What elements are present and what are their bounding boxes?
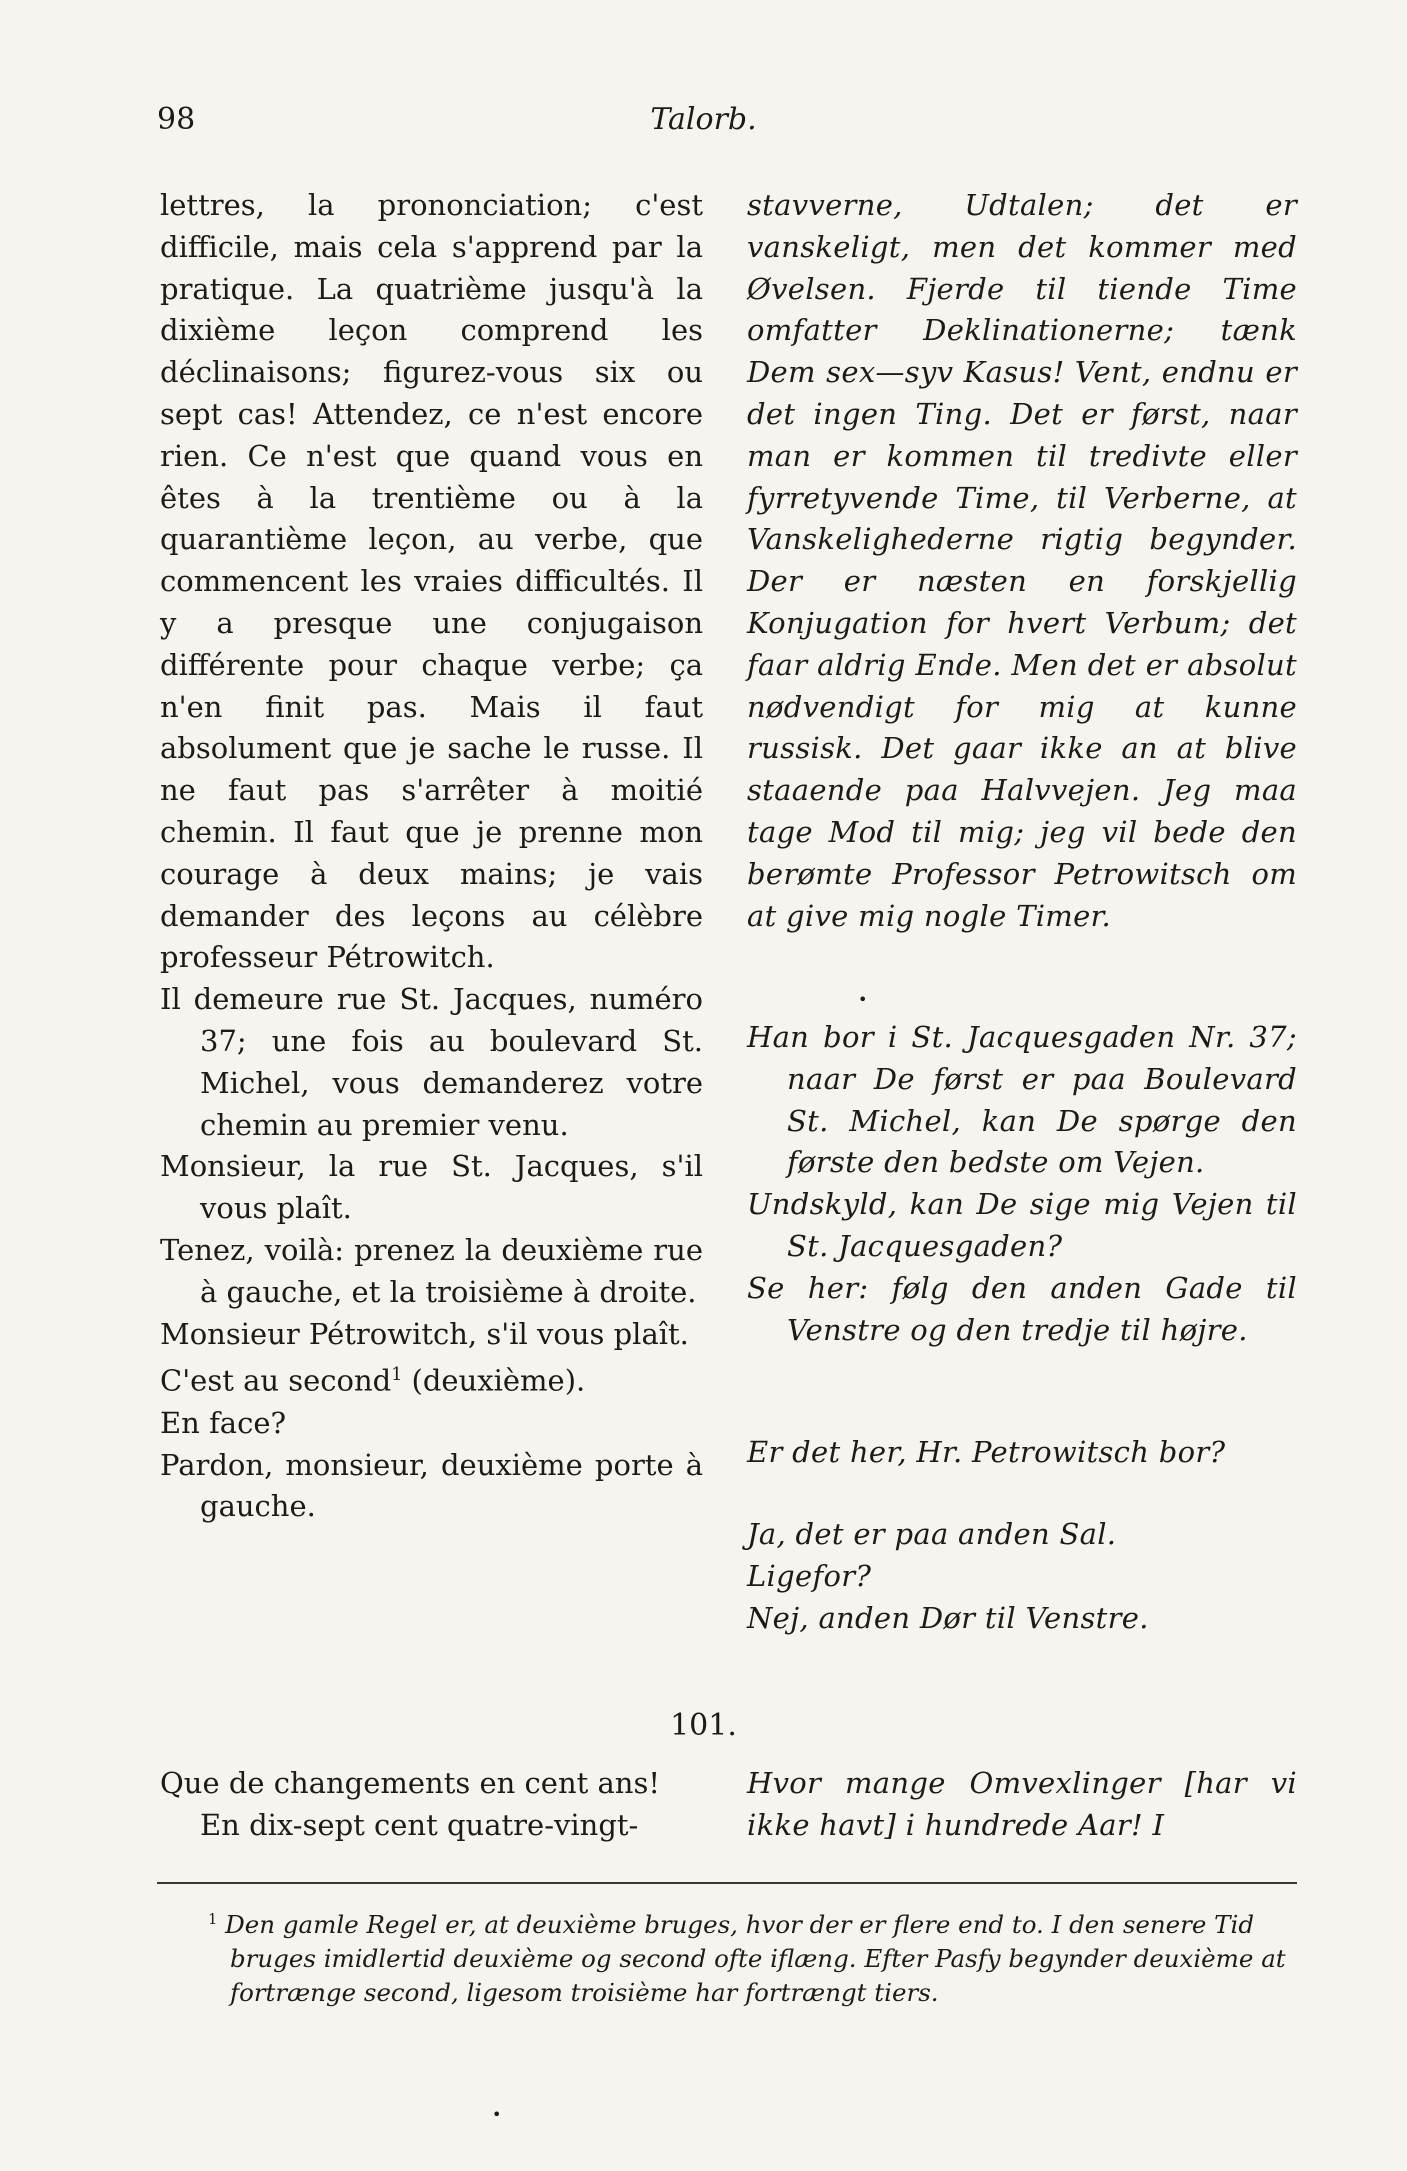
- danish-column-bottom: [747, 1763, 1297, 1847]
- danish-column: [747, 1017, 1297, 1351]
- danish-paragraph: Undskyld, kan De sige mig Vejen til St. Jacquesgaden?: [747, 1187, 1297, 1263]
- footnote-rule: [157, 1882, 1297, 1884]
- bullet-mark: •: [492, 2105, 502, 2124]
- footnote-text: Den gamle Regel er, at deuxième bruges, hvor der er flere end to. I den senere Tid bruges imidlertid deuxième og second ofte iflæng. Efter Pasfy begynder deuxième at fortrænge second, ligesom troisième har fortrængt tiers.: [225, 1910, 1286, 2008]
- french-paragraph: En dix-sept cent quatre-vingt-: [200, 1807, 639, 1842]
- french-column: [160, 185, 703, 1528]
- french-column-bottom: [160, 1763, 703, 1847]
- danish-paragraph: stavverne, Udtalen; det er vanskeligt, men det kommer med Øvelsen. Fjerde til tiende Time omfatter Deklinationerne; tænk Dem sex—syv Kasus! Vent, endnu er det ingen Ting. Det er først, naar man er kommen til tredivte eller fyrretyvende Time, til Verberne, at Vanskelighederne rigtig begynder. Der er næsten en forskjellig Konjugation for hvert Verbum; det faar aldrig Ende. Men det er absolut nødvendigt for mig at kunne russisk. Det gaar ikke an at blive staaende paa Halvvejen. Jeg maa tage Mod til mig; jeg vil bede den berømte Professor Petrowitsch om at give mig nogle Timer.: [747, 188, 1297, 933]
- french-paragraph: Monsieur Pétrowitch, s'il vous plaît.: [160, 1316, 689, 1351]
- bullet-mark: •: [858, 990, 868, 1009]
- french-paragraph: Monsieur, la rue St. Jacques, s'il vous plaît.: [160, 1149, 703, 1226]
- page-number: 98: [157, 102, 196, 137]
- french-paragraph: En face?: [160, 1405, 287, 1440]
- french-paragraph: Il demeure rue St. Jacques, numéro 37; une fois au boulevard St. Michel, vous demanderez votre chemin au premier venu.: [160, 982, 703, 1142]
- footnote: [208, 1903, 1295, 2010]
- danish-paragraph: Ligefor?: [747, 1558, 872, 1593]
- danish-paragraph: Hvor mange Omvexlinger [har vi ikke havt] i hundrede Aar! I: [747, 1766, 1297, 1842]
- danish-paragraph: Er det her, Hr. Petrowitsch bor?: [747, 1435, 1226, 1469]
- french-paragraph: lettres, la prononciation; c'est difficile, mais cela s'apprend par la pratique. La quatrième jusqu'à la dixième leçon comprend les déclinaisons; figurez-vous six ou sept cas! Attendez, ce n'est encore rien. Ce n'est que quand vous en êtes à la trentième ou à la quarantième leçon, au verbe, que commencent les vraies difficultés. Il y a presque une conjugaison différente pour chaque verbe; ça n'en finit pas. Mais il faut absolument que je sache le russe. Il ne faut pas s'arrêter à moitié chemin. Il faut que je prenne mon courage à deux mains; je vais demander des leçons au célèbre professeur Pétrowitch.: [160, 188, 703, 975]
- danish-column: [747, 1432, 1297, 1474]
- french-paragraph: C'est au second$^1$ (deuxième).: [160, 1363, 586, 1398]
- danish-paragraph: Ja, det er paa anden Sal.: [747, 1517, 1117, 1551]
- lesson-number: 101.: [670, 1708, 737, 1743]
- page-header: [157, 102, 1250, 142]
- footnote-marker: 1: [208, 1911, 218, 1928]
- danish-column: [747, 185, 1297, 937]
- danish-paragraph: Nej, anden Dør til Venstre.: [747, 1600, 1149, 1635]
- running-head: Talorb.: [650, 102, 757, 137]
- danish-column: [747, 1514, 1297, 1639]
- danish-paragraph: Se her: følg den anden Gade til Venstre og den tredje til højre.: [747, 1270, 1297, 1347]
- footnote-ref: 1: [391, 1365, 403, 1386]
- french-paragraph: Tenez, voilà: prenez la deuxième rue à gauche, et la troisième à droite.: [160, 1232, 703, 1309]
- french-paragraph: Que de changements en cent ans!: [160, 1766, 660, 1800]
- french-paragraph: Pardon, monsieur, deuxième porte à gauche.: [160, 1447, 703, 1524]
- danish-paragraph: Han bor i St. Jacquesgaden Nr. 37; naar De først er paa Boulevard St. Michel, kan De spørge den første den bedste om Vejen.: [747, 1020, 1297, 1180]
